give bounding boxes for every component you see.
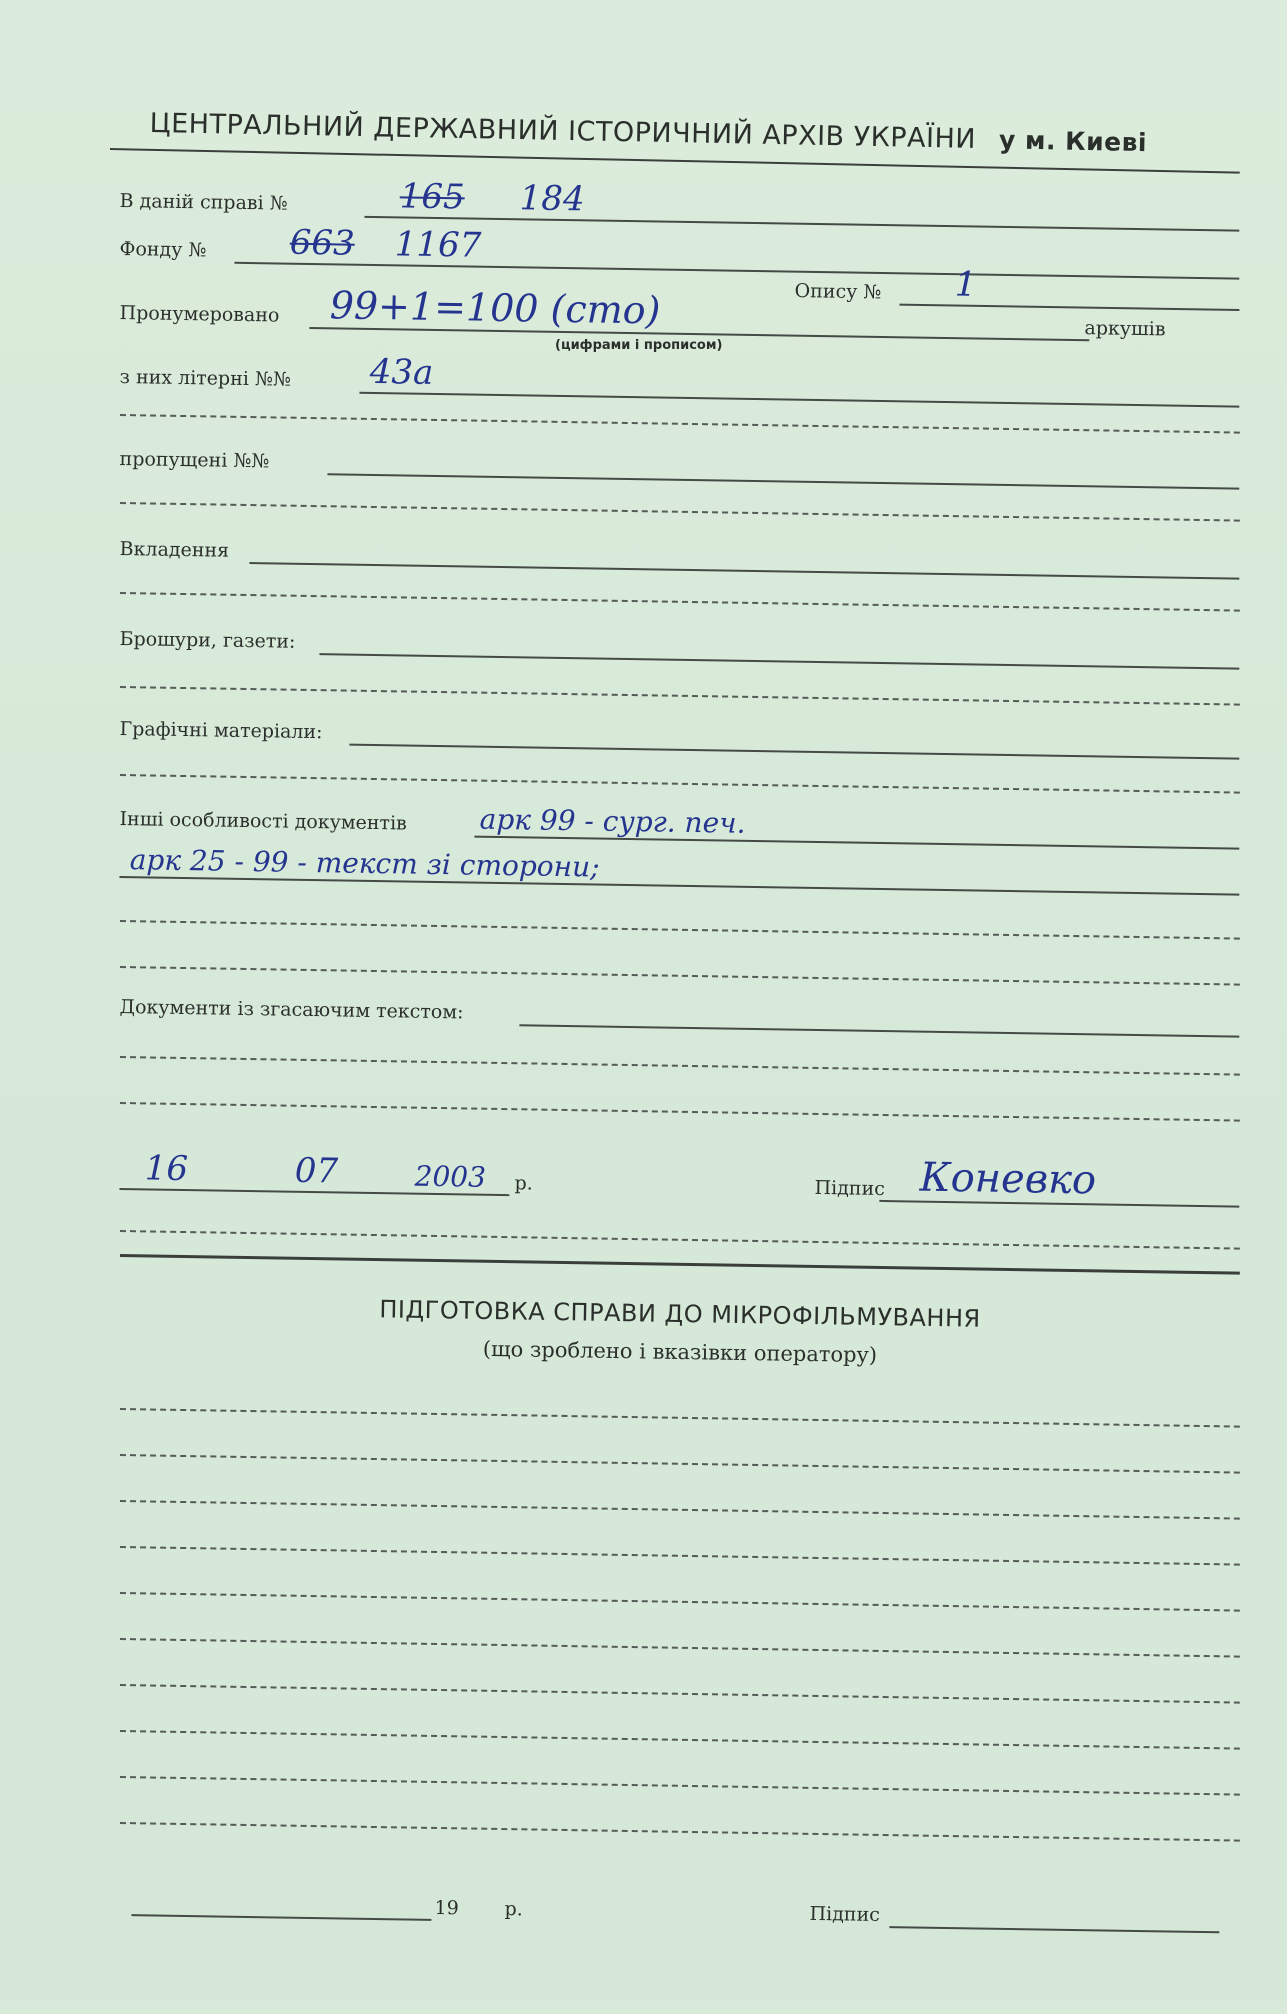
archive-title: ЦЕНТРАЛЬНИЙ ДЕРЖАВНИЙ ІСТОРИЧНИЙ АРХІВ УКРАЇНИ bbox=[149, 108, 977, 155]
graphic-label: Графічні матеріали: bbox=[119, 717, 323, 744]
numbered-value: 99+1=100 (сто) bbox=[329, 283, 661, 333]
section2-date-line bbox=[131, 1914, 431, 1921]
fond-struck: 663 bbox=[289, 222, 355, 264]
section2-year-prefix: 19 bbox=[434, 1896, 459, 1920]
sheets-label: аркушів bbox=[1084, 317, 1166, 341]
attachments-line bbox=[249, 562, 1239, 580]
blank-line bbox=[120, 1102, 1240, 1122]
letter-numbers-row bbox=[119, 351, 1239, 412]
letter-numbers-value: 43а bbox=[369, 351, 434, 393]
skipped-line bbox=[327, 473, 1239, 489]
section2-signature-line bbox=[889, 1926, 1219, 1933]
signature-label: Підпис bbox=[814, 1176, 886, 1201]
blank-line bbox=[120, 414, 1240, 434]
date-day: 16 bbox=[144, 1148, 189, 1190]
case-number-struck: 165 bbox=[399, 176, 465, 218]
date-signature-row bbox=[119, 1148, 1239, 1212]
fond-value: 1167 bbox=[394, 224, 482, 266]
blank-line bbox=[120, 774, 1240, 794]
other-features-value-1: арк 99 - сург. печ. bbox=[479, 802, 746, 840]
case-number-row bbox=[119, 178, 1239, 236]
attachments-label: Вкладення bbox=[119, 537, 230, 562]
blank-line bbox=[120, 686, 1240, 706]
fading-text-label: Документи із згасаючим текстом: bbox=[119, 995, 464, 1024]
attachments-row bbox=[119, 526, 1239, 584]
other-features-value-2: арк 25 - 99 - текст зі сторони; bbox=[129, 843, 600, 884]
blank-line bbox=[120, 1230, 1240, 1250]
letter-numbers-label: з них літерні №№ bbox=[119, 365, 292, 391]
blank-line bbox=[120, 502, 1240, 522]
fading-text-row bbox=[119, 984, 1239, 1042]
skipped-row bbox=[119, 436, 1239, 494]
signature-value: Коневко bbox=[919, 1154, 1097, 1204]
skipped-label: пропущені №№ bbox=[119, 447, 270, 473]
blank-line bbox=[120, 920, 1240, 940]
fading-text-line bbox=[519, 1024, 1239, 1037]
other-features-line bbox=[474, 836, 1239, 850]
numbered-label: Пронумеровано bbox=[119, 301, 280, 327]
case-number-line bbox=[364, 216, 1239, 232]
graphic-row bbox=[119, 706, 1239, 764]
graphic-line bbox=[349, 744, 1239, 760]
blank-line bbox=[120, 1056, 1240, 1076]
date-month: 07 bbox=[294, 1150, 339, 1192]
fond-label: Фонду № bbox=[119, 237, 207, 262]
letter-numbers-line bbox=[359, 392, 1239, 408]
brochures-line bbox=[319, 653, 1239, 669]
section2-year-suffix: р. bbox=[504, 1898, 523, 1921]
other-features-line-2 bbox=[119, 876, 1239, 896]
section2-signature-label: Підпис bbox=[809, 1902, 881, 1926]
opys-label: Опису № bbox=[794, 279, 882, 304]
brochures-row bbox=[119, 616, 1239, 674]
other-features-label: Інші особливості документів bbox=[119, 807, 407, 835]
opys-value: 1 bbox=[954, 264, 977, 305]
case-number-label: В даній справі № bbox=[119, 189, 288, 215]
section2-subtitle: (що зроблено і вказівки оператору) bbox=[482, 1336, 878, 1368]
numbered-hint: (цифрами і прописом) bbox=[555, 338, 723, 353]
archive-city: у м. Киеві bbox=[998, 125, 1148, 158]
brochures-label: Брошури, газети: bbox=[119, 627, 296, 653]
blank-line bbox=[120, 592, 1240, 612]
section2-title: ПІДГОТОВКА СПРАВИ ДО МІКРОФІЛЬМУВАННЯ bbox=[379, 1295, 981, 1333]
case-number-value: 184 bbox=[519, 178, 585, 220]
date-year-suffix: р. bbox=[514, 1172, 533, 1195]
blank-line bbox=[120, 966, 1240, 986]
date-year: 2003 bbox=[414, 1159, 487, 1194]
